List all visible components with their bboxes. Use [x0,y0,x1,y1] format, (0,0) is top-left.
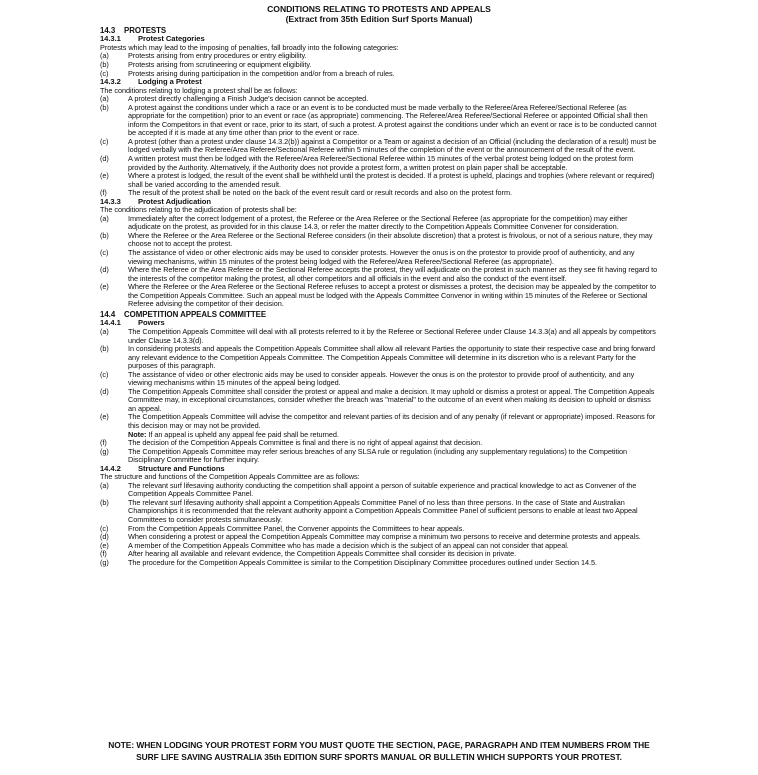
list-item-text: From the Competition Appeals Committee Panel, the Convener appoints the Committees to hear appeals. [128,523,465,533]
list-item [100,104,658,138]
document-body [100,27,658,567]
section-number: 14.3 [100,25,116,35]
list-item-label: (a) [100,94,109,104]
list-item-text: The procedure for the Competition Appeals Committee is similar to the Competition Disciplinary Committee procedures outlined under Section 14.5. [128,557,597,567]
list-item [100,482,658,499]
list-item [100,172,658,189]
list-item-label: (f) [100,438,107,448]
paragraph: The conditions relating to lodging a protest shall be as follows: [100,85,298,95]
list-item [100,155,658,172]
list-item-text: The result of the protest shall be noted on the back of the event result card or result records and also on the protest form. [128,188,512,198]
list-item-text: Where the Referee or the Area Referee or the Sectional Referee refuses to accept a protest or dismisses a protest, the decision may be appealed by the competitor to the Competition Appeals Committee. Such an appeal must be lodged with the Appeals Committee Convenor in writing within 15 minutes of the Referee or Sectional Referee advising the competitor of their decision. [128,282,657,309]
section-number: 14.3.3 [100,196,121,206]
section-title: COMPETITION APPEALS COMMITTEE [124,309,267,319]
list-item-label: (a) [100,326,109,336]
list-item [100,413,658,439]
list-item-label: (f) [100,549,107,559]
title-line-2: (Extract from 35th Edition Surf Sports Manual) [285,14,473,25]
section-number: 14.3.1 [100,34,121,44]
list-item-text: Protests arising during participation in the competition and/or from a breach of rules. [128,68,395,78]
list-item-text: Where the Referee or the Area Referee or the Sectional Referee accepts the protest, they will adjudicate on the protest in such manner as they see fit having regard to the interests of the competitor making the protest, all other competitors and all officials in the event and also the conduct of the event itself. [128,265,658,283]
list-item [100,371,658,388]
list-item [100,388,658,414]
list-item [100,266,658,283]
document-title [100,4,658,25]
list-item-text: The Competition Appeals Committee will deal with all protests referred to it by the Referee or Sectional Referee under Clause 14.3.3(a) and all appeals by competitors under Clause 14.3.3(d). [128,326,656,345]
list-item-text: The Competition Appeals Committee will advise the competitor and relevant parties of its decision and of any penalty (if relevant or appropriate) imposed. Reasons for this decision may or may not be provided. Note: If an appeal is upheld any appeal fee paid shall be returned. [128,412,656,439]
list-item-text: The assistance of video or other electronic aids may be used to consider protests. However the onus is on the protestor to provide proof of authenticity, and any viewing mechanisms, within 15 minutes of the protest being lodged with the Referee/Area Referee/Sectional Referee (as appropriate). [128,248,635,266]
list-item-label: (g) [100,557,109,567]
section-heading [100,311,658,320]
note-label: Note: [128,429,147,439]
list-item-label: (d) [100,532,109,542]
list-item-label: (b) [100,60,109,69]
section-title: Structure and Functions [138,463,225,473]
list-item [100,345,658,371]
list-item-label: (c) [100,68,109,78]
list-item-label: (b) [100,230,109,240]
list-item-label: (a) [100,51,109,61]
list-item-text: The relevant surf lifesaving authority conducting the competition shall appoint a person of suitable experience and practical knowledge to act as Convener of the Competition Appeals Committee Panel. [128,480,637,499]
list-item [100,283,658,309]
list-item-text: A protest directly challenging a Finish Judge's decision cannot be accepted. [128,94,369,104]
section-number: 14.4.1 [100,318,121,328]
list-item [100,249,658,266]
list-item-label: (c) [100,369,109,379]
list-item-label: (d) [100,265,109,275]
section-number: 14.4.2 [100,463,121,473]
list-item-label: (g) [100,446,109,456]
list-item-label: (f) [100,188,107,198]
list-item-text: Where a protest is lodged, the result of the event shall be withheld until the protest is decided. If a protest is upheld, placings and trophies (where relevant or required) shall be varied according to the amended result. [128,171,655,189]
section-title: PROTESTS [124,25,167,35]
section-title: Powers [138,318,165,328]
list-item-label: (b) [100,102,109,112]
section-title: Lodging a Protest [138,77,202,87]
list-item-text: The relevant surf lifesaving authority shall appoint a Competition Appeals Committee Panel of no less than three persons. In the case of State and Australian Championships it is recommended that the relevant authority appoint a Competition Appeals Committee Panel of sufficient persons to enable at least two Appeal Committees to consider protests simultaneously. [128,497,638,524]
paragraph: The structure and functions of the Competition Appeals Committee are as follows: [100,472,360,482]
list-item-label: (b) [100,497,109,507]
protest-footer-note: NOTE: WHEN LODGING YOUR PROTEST FORM YOU MUST QUOTE THE SECTION, PAGE, PARAGRAPH AND ITEM NUMBERS FROM THE SURF LIFE SAVING AUSTRALIA 35th EDITION SURF SPORTS MANUAL OR BULLETIN WHICH SUPPORTS YOUR PROTEST. [108,740,650,762]
list-item-text: After hearing all available and relevant evidence, the Competition Appeals Committee shall consider its decision in private. [128,549,517,559]
list-item-text: A protest (other than a protest under clause 14.3.2(b)) against a Competitor or a Team or against a decision of an Official (including the declaration of a result) must be lodged verbally with the Referee/Area Referee/Sectional Referee within 5 minutes of the completion of the event or the announcement of the result of the event. [128,136,657,155]
paragraph: Protests which may lead to the imposing of penalties, fall broadly into the following categories: [100,42,399,52]
list-item [100,138,658,155]
section-number: 14.3.2 [100,77,121,87]
title-line-1: CONDITIONS RELATING TO PROTESTS AND APPEALS [267,4,491,14]
paragraph: The conditions relating to the adjudication of protests shall be: [100,205,297,215]
list-item-label: (c) [100,136,109,146]
list-item-label: (b) [100,344,109,354]
list-item-text: The Competition Appeals Committee shall consider the protest or appeal and make a decision. It may uphold or dismiss a protest or appeal. The Competition Appeals Committee may, in exceptional circumstances, consider whether the breach was "material" to the outcome of an event when making its decision to uphold or dismiss an appeal. [128,386,655,413]
list-item-label: (d) [100,386,109,396]
list-item-text: Immediately after the correct lodgement of a protest, the Referee or the Area Referee or the Sectional Referee (as appropriate for the competition) may either adjudicate on the protest, as provided for in this clause 14.3, or refer the matter directly to the Competition Appeals Committee Convener for consideration. [128,213,628,232]
list-item-text: Protests arising from entry procedures or entry eligibility. [128,51,307,61]
list-item-text: In considering protests and appeals the Competition Appeals Committee shall allow all relevant Parties the opportunity to state their respective case and bring forward any relevant evidence to the Competition Appeals Committee. The Competition Appeals Committee will determine in its discretion who is a relevant Party for the purposes of this paragraph. [128,344,656,371]
list-item [100,328,658,345]
list-item-label: (d) [100,154,109,164]
list-item-text: A written protest must then be lodged with the Referee/Area Referee/Sectional Referee within 15 minutes of the verbal protest being lodged on the protest form provided by the Authority. Alternatively, if the Authority does not provide a protest form, a written protest on plain paper shall be acceptable. [128,154,634,172]
list-item-text: When considering a protest or appeal the Competition Appeals Committee may comprise a minimum two persons to receive and determine protests and appeals. [128,532,641,542]
list-item-text: The Competition Appeals Committee may refer serious breaches of any SLSA rule or regulation (including any supplementary regulations) to the Competition Disciplinary Committee for further inquiry. [128,446,627,465]
list-item [100,232,658,249]
list-item-label: (e) [100,282,109,292]
list-item-text: The assistance of video or other electronic aids may be used to consider appeals. However the onus is on the protestor to provide proof of authenticity, and any viewing mechanisms within 15 minutes of the appeal being lodged. [128,369,635,388]
list-item [100,448,658,465]
list-item-label: (a) [100,213,109,223]
list-item-label: (a) [100,480,109,490]
list-item-label: (e) [100,412,109,422]
list-item [100,215,658,232]
section-title: Protest Categories [138,34,205,44]
list-item-text: A protest against the conditions under which a race or an event is to be conducted must be made verbally to the Referee/Area Referee/Sectional Referee (as appropriate for the competition) prior to an event or race (as appropriate) commencing. The Referee/Area Referee/Sectional Referee or appointed Official shall then inform the Competitors in that event or race, prior to its start, of such a protest. A protest against the conditions under which an event or race is to be conducted cannot be accepted if it is made at any time other than prior to the event or race. [128,102,657,138]
list-item-text: The decision of the Competition Appeals Committee is final and there is no right of appeal against that decision. [128,438,483,448]
section-title: Protest Adjudication [138,196,211,206]
section-number: 14.4 [100,309,116,319]
list-item-label: (c) [100,523,109,533]
list-item-text: Where the Referee or the Area Referee or the Sectional Referee considers (in their absolute discretion) that a protest is frivolous, or not of a serious nature, they may choose not to accept the protest. [128,230,653,249]
list-item-label: (e) [100,540,109,550]
list-item-label: (c) [100,248,109,258]
note-text: If an appeal is upheld any appeal fee paid shall be returned. [146,429,339,439]
list-item [100,559,658,568]
list-item-label: (e) [100,171,109,181]
list-item [100,499,658,525]
list-item-text: Protests arising from scrutineering or equipment eligibility. [128,60,312,69]
list-item-text: A member of the Competition Appeals Committee who has made a decision which is the subject of an appeal can not consider that appeal. [128,540,569,550]
